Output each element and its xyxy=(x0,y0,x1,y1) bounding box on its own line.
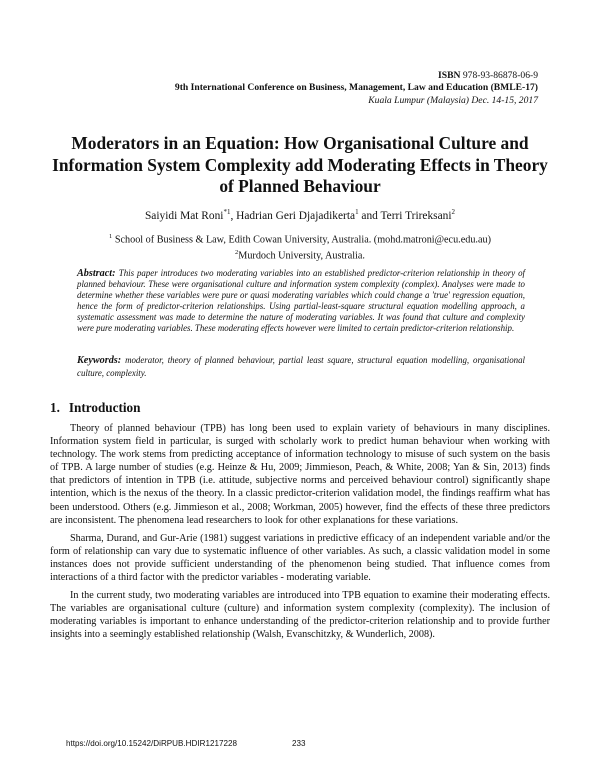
affiliation-text: School of Business & Law, Edith Cowan University, Australia. (mohd.matroni@ecu.edu.au) xyxy=(112,234,491,246)
affiliation-line xyxy=(40,246,560,262)
doi-link[interactable]: https://doi.org/10.15242/DiRPUB.HDIR1217228 xyxy=(66,739,237,748)
paper-title: Moderators in an Equation: How Organisational Culture and Information System Complexity add Moderating Effects in Theory of Planned Behaviour xyxy=(52,133,548,196)
section-heading xyxy=(50,400,140,416)
author-separator: , xyxy=(230,209,237,222)
page-number: 233 xyxy=(292,739,306,748)
section-number: 1. xyxy=(50,400,60,415)
author-list xyxy=(40,208,560,222)
keywords-label: Keywords: xyxy=(77,355,122,366)
affiliation-line xyxy=(40,230,560,246)
isbn-label: ISBN xyxy=(438,70,461,81)
paragraph: Theory of planned behaviour (TPB) has long been used to explain variety of behaviours in many disciplines. Information system field in particular, is surged with scholarly work to predict human behaviour when working with technology. The work stems from predicting acceptance of information technology to misuse of such system on the basis of TPB. A large number of studies (e.g. Heinze & Hu, 2009; Jimmieson, Peach, & White, 2008; Yan & Sin, 2013) finds that predictors of intention in TPB (i.e. attitude, subjective norms and perceived behaviour control) significantly shape intention, which is the nexus of the theory. In a classic predictor-criterion validation model, the findings reaffirm what has been understood. Others (e.g. Jimmieson et al., 2008; Workman, 2005) however, find the effects of these three predictors are inconsistent. The phenomena lead researchers to look for other explanations for these variations. xyxy=(50,423,550,526)
abstract-label: Abstract xyxy=(77,268,113,279)
conference-location-date: Kuala Lumpur (Malaysia) Dec. 14-15, 2017 xyxy=(368,94,538,106)
isbn-number: 978-93-86878-06-9 xyxy=(462,70,538,81)
conference-header xyxy=(175,70,538,107)
affiliation-mark: 1 xyxy=(109,233,113,240)
author-name: Hadrian Geri Djajadikerta xyxy=(236,209,356,222)
keywords-text: moderator, theory of planned behaviour, partial least square, structural equation modelling, organisational culture, complexity. xyxy=(77,355,525,378)
section-title: Introduction xyxy=(68,400,141,415)
affiliation-mark: 2 xyxy=(235,249,239,257)
paragraph: Sharma, Durand, and Gur-Arie (1981) suggest variations in predictive efficacy of an independent variable and/or the form of relationship can vary due to systematic influence of other variables. As such, a classic validation model in some instances does not provide sufficient understanding of the phenomenon being studied. That influence comes from interactions of a third factor with the predictor variables - moderating variable. xyxy=(50,532,550,584)
affiliation-text: Murdoch University, Australia. xyxy=(238,250,365,262)
author-name: Terri Trireksani xyxy=(380,209,452,222)
paragraph: In the current study, two moderating variables are introduced into TPB equation to examine their moderating effects. The variables are organisational culture (culture) and information system complexity (complexity). The inclusion of moderating variables is important to enhance understanding of the predictor-criterion relationship and to provide further insights into a seemingly established relationship (Walsh, Evanschitzky, & Wunderlich, 2008). xyxy=(50,590,550,641)
abstract-separator: : xyxy=(112,268,119,279)
conference-name: 9th International Conference on Business, Management, Law and Education (BMLE-17) xyxy=(174,82,538,94)
affiliations xyxy=(40,230,560,263)
author-affiliation-mark: 2 xyxy=(451,208,456,216)
author-affiliation-mark: 1 xyxy=(355,208,359,216)
author-affiliation-mark: *1 xyxy=(223,208,231,216)
keywords xyxy=(77,354,525,380)
abstract xyxy=(77,268,525,335)
section-body xyxy=(50,422,550,647)
isbn-line xyxy=(175,70,538,82)
author-name: Saiyidi Mat Roni xyxy=(144,209,224,222)
abstract-text: This paper introduces two moderating variables into an established predictor-criterion relationship in theory of planned behaviour. These were organisational culture and information system complexity (complex). Analyses were made to determine whether these variables were pure or quasi moderating variables which could change a 'true' regression equation, hence the form of predictor-criterion relationships. Using partial-least-square structural equation modelling approach, a systematic assessment was made to determine the nature of moderating variables. It was found that culture and complexity were pure moderating variables. These moderating effects however were limited to certain predictor-criterion relationship. xyxy=(77,268,525,334)
author-separator: and xyxy=(358,209,381,222)
